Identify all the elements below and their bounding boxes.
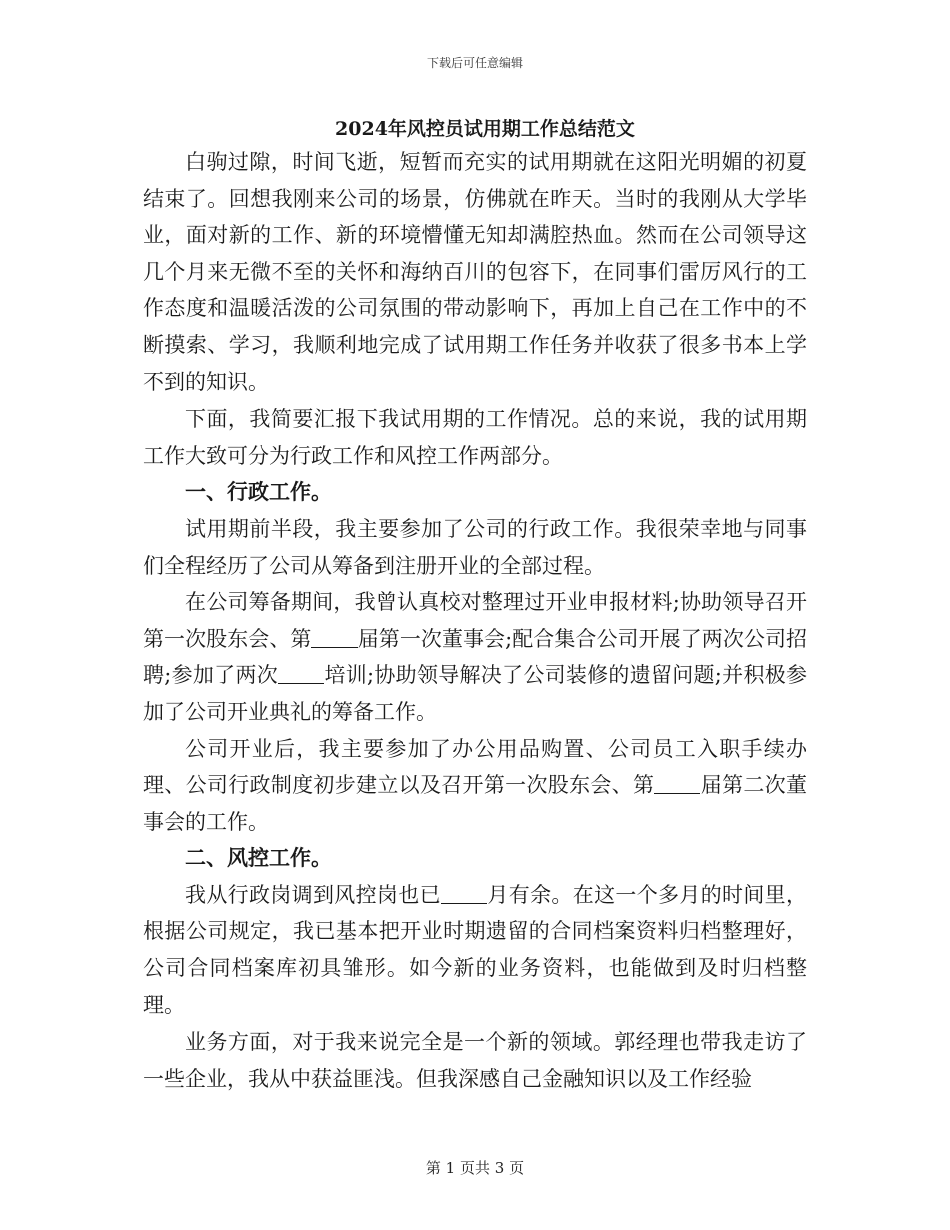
paragraph-after-opening	[143, 731, 807, 841]
paragraph-risk-transfer-part1: 我从行政岗调到风控岗也已	[185, 882, 441, 907]
blank-underline	[441, 882, 487, 904]
section-heading-admin: 一、行政工作。	[185, 479, 332, 505]
paragraph-after-opening-part1: 公司开业后，我主要参加了办公用品购置、公司员工入职手续办理、公司行政制度初步建立以及召开第一次股东会、第	[143, 736, 807, 798]
paragraph-preparation	[143, 584, 807, 730]
document-body	[143, 116, 807, 1097]
blank-underline	[654, 772, 700, 794]
paragraph-risk-transfer-part2: 月有余。在这一个多月的时间里，根据公司规定，我已基本把开业时期遗留的合同档案资料归档整理好，公司合同档案库初具雏形。如今新的业务资料，也能做到及时归档整理。	[143, 882, 808, 1017]
paragraph-after-opening-part2: 届第二次董事会的工作。	[143, 773, 808, 834]
paragraph-summary: 下面，我简要汇报下我试用期的工作情况。总的来说，我的试用期工作大致可分为行政工作和风控工作两部分。	[143, 407, 807, 468]
paragraph-preparation-part2: 届第一次董事会;配合集合公司开展了两次公司招聘;参加了两次	[143, 626, 808, 688]
paragraph-intro: 白驹过隙，时间飞逝，短暂而充实的试用期就在这阳光明媚的初夏结束了。回想我刚来公司的场景，仿佛就在昨天。当时的我刚从大学毕业，面对新的工作、新的环境懵懂无知却满腔热血。然而在公司领导这几个月来无微不至的关怀和海纳百川的包容下，在同事们雷厉风行的工作态度和温暖活泼的公司氛围的带动影响下，再加上自己在工作中的不断摸索、学习，我顺利地完成了试用期工作任务并收获了很多书本上学不到的知识。	[143, 150, 807, 394]
section-heading-risk: 二、风控工作。	[185, 845, 332, 871]
paragraph-admin-intro: 试用期前半段，我主要参加了公司的行政工作。我很荣幸地与同事们全程经历了公司从筹备到注册开业的全部过程。	[143, 516, 807, 578]
paragraph-preparation-part3: 培训;协助领导解决了公司装修的遗留问题;并积极参加了公司开业典礼的筹备工作。	[143, 663, 807, 724]
paragraph-business: 业务方面，对于我来说完全是一个新的领域。郭经理也带我走访了一些企业，我从中获益匪浅。但我深感自己金融知识以及工作经验	[143, 1030, 807, 1091]
blank-underline	[278, 662, 324, 684]
page-number: 第 1 页共 3 页	[425, 1159, 525, 1177]
document-title: 2024年风控员试用期工作总结范文	[335, 118, 635, 140]
paragraph-risk-transfer	[143, 877, 807, 1023]
paragraph-preparation-part1: 在公司筹备期间，我曾认真校对整理过开业申报材料;协助领导召开第一次股东会、第	[143, 590, 807, 651]
blank-underline	[311, 626, 357, 648]
page-header-note: 下载后可任意编辑	[426, 56, 523, 70]
